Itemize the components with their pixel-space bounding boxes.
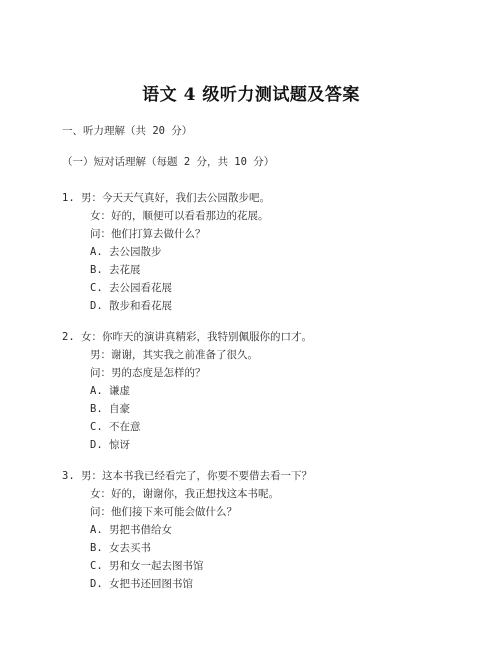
section-heading: 一、听力理解（共 20 分） bbox=[62, 125, 193, 137]
question-3-option-a: A. 男把书借给女 bbox=[90, 524, 172, 536]
question-3-option-b: B. 女去买书 bbox=[90, 542, 151, 554]
question-3-dialogue-woman: 女：好的，谢谢你，我正想找这本书呢。 bbox=[90, 488, 279, 500]
question-2-option-b: B. 自豪 bbox=[90, 403, 130, 415]
document-title: 语文 4 级听力测试题及答案 bbox=[142, 85, 360, 105]
question-3-option-d: D. 女把书还回图书馆 bbox=[90, 578, 193, 590]
question-2-option-c: C. 不在意 bbox=[90, 421, 141, 433]
question-1-dialogue-man: 1. 男：今天天气真好，我们去公园散步吧。 bbox=[62, 192, 270, 204]
question-2-prompt: 问：男的态度是怎样的？ bbox=[90, 367, 206, 379]
question-1-option-c: C. 去公园看花展 bbox=[90, 282, 172, 294]
question-1-option-d: D. 散步和看花展 bbox=[90, 300, 172, 312]
question-2-dialogue-man: 男：谢谢，其实我之前准备了很久。 bbox=[90, 349, 258, 361]
section-subheading: （一）短对话理解（每题 2 分，共 10 分） bbox=[62, 156, 275, 168]
question-2-option-d: D. 惊讶 bbox=[90, 439, 130, 451]
question-2-dialogue-woman: 2. 女：你昨天的演讲真精彩，我特别佩服你的口才。 bbox=[62, 331, 312, 343]
question-2-option-a: A. 谦虚 bbox=[90, 385, 130, 397]
question-1-prompt: 问：他们打算去做什么？ bbox=[90, 228, 206, 240]
question-3-dialogue-man: 3. 男：这本书我已经看完了，你要不要借去看一下？ bbox=[62, 470, 312, 482]
question-3-option-c: C. 男和女一起去图书馆 bbox=[90, 560, 204, 572]
question-3-prompt: 问：他们接下来可能会做什么？ bbox=[90, 506, 237, 518]
question-1-option-b: B. 去花展 bbox=[90, 264, 141, 276]
question-1-dialogue-woman: 女：好的，顺便可以看看那边的花展。 bbox=[90, 210, 269, 222]
question-1-option-a: A. 去公园散步 bbox=[90, 246, 162, 258]
